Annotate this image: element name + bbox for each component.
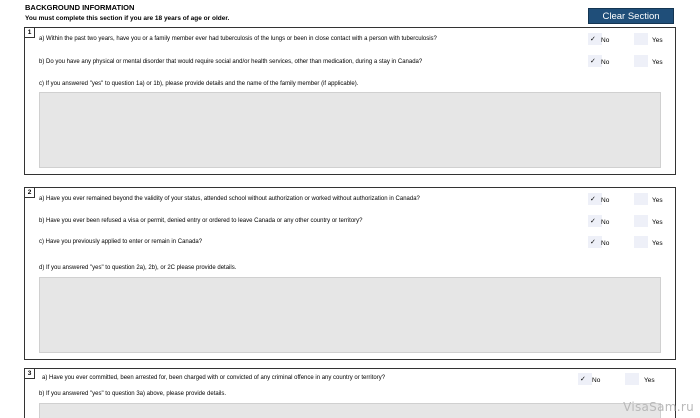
checkmark-icon: ✓ [580,376,586,383]
no-label: No [601,59,610,66]
no-label: No [601,37,610,44]
clear-section-button[interactable]: Clear Section [588,8,674,24]
checkmark-icon: ✓ [590,239,596,246]
no-label: No [601,219,610,226]
yes-checkbox-3a[interactable] [625,373,639,385]
yes-checkbox-1b[interactable] [634,55,648,67]
section-1 [24,27,676,175]
yes-label: Yes [644,377,655,384]
section-subtitle: You must complete this section if you are 18 years of age or older. [25,15,230,22]
section-number: 3 [24,368,35,379]
details-textarea-3[interactable] [39,403,661,418]
no-label: No [601,240,610,247]
checkmark-icon: ✓ [590,36,596,43]
question-3b: b) If you answered "yes" to question 3a) above, please provide details. [39,391,227,397]
question-2b: b) Have you ever been refused a visa or permit, denied entry or ordered to leave Canada or any other country or territory? [39,218,363,224]
question-2c: c) Have you previously applied to enter or remain in Canada? [39,239,203,245]
yes-checkbox-2b[interactable] [634,215,648,227]
yes-label: Yes [652,219,663,226]
checkmark-icon: ✓ [590,58,596,65]
section-number: 1 [24,27,35,38]
section-number: 2 [24,187,35,198]
yes-label: Yes [652,37,663,44]
details-textarea-2[interactable] [39,277,661,353]
checkmark-icon: ✓ [590,196,596,203]
checkmark-icon: ✓ [590,218,596,225]
yes-checkbox-2a[interactable] [634,193,648,205]
question-2d: d) If you answered "yes" to question 2a), 2b), or 2C please provide details. [39,265,237,271]
details-textarea-1[interactable] [39,92,661,168]
yes-checkbox-1a[interactable] [634,33,648,45]
question-1b: b) Do you have any physical or mental disorder that would require social and/or health services, other than medication, during a stay in Canada? [39,59,423,65]
yes-label: Yes [652,240,663,247]
section-3 [24,368,676,418]
watermark: VisaSam.ru [623,400,694,414]
section-title: BACKGROUND INFORMATION [25,3,135,12]
question-2a: a) Have you ever remained beyond the validity of your status, attended school without authorization or worked without authorization in Canada? [39,196,420,202]
yes-label: Yes [652,197,663,204]
yes-checkbox-2c[interactable] [634,236,648,248]
question-1c: c) If you answered "yes" to question 1a) or 1b), please provide details and the name of the family member (if applicable). [39,81,359,87]
no-label: No [592,377,601,384]
question-1a: a) Within the past two years, have you or a family member ever had tuberculosis of the lungs or been in close contact with a person with tuberculosis? [39,36,437,42]
question-3a: a) Have you ever committed, been arrested for, been charged with or convicted of any criminal offence in any country or territory? [42,375,386,381]
yes-label: Yes [652,59,663,66]
no-label: No [601,197,610,204]
section-2 [24,187,676,360]
